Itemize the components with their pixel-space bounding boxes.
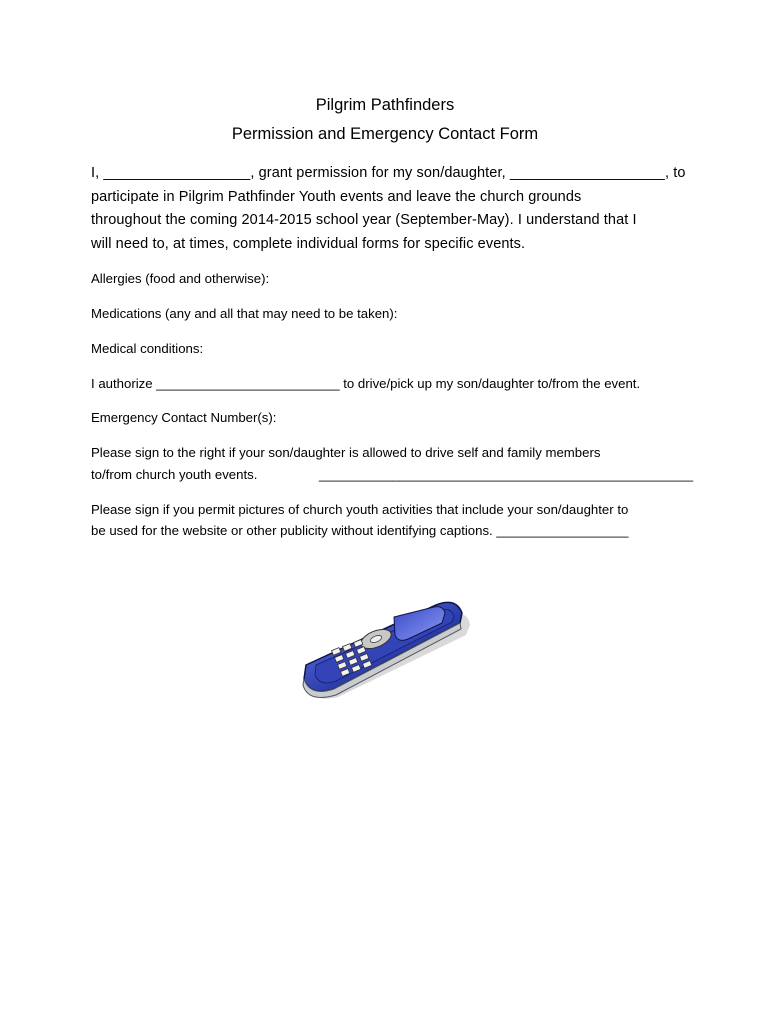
medications-label: Medications (any and all that may need to be taken): — [91, 306, 398, 321]
intro-line-4: will need to, at times, complete individual forms for specific events. — [91, 236, 526, 252]
drive-permission-line-1: Please sign to the right if your son/daughter is allowed to drive self and family members — [91, 445, 601, 460]
intro-line-3: throughout the coming 2014-2015 school year (September-May). I understand that I — [91, 212, 637, 228]
intro-line-1: I, __________________, grant permission for my son/daughter, ___________________, to — [91, 165, 686, 181]
emergency-contact-label: Emergency Contact Number(s): — [91, 410, 277, 425]
medical-conditions-label: Medical conditions: — [91, 341, 204, 356]
mobile-phone-icon — [298, 595, 474, 699]
form-subtitle: Permission and Emergency Contact Form — [231, 125, 539, 143]
form-title: Pilgrim Pathfinders — [315, 96, 455, 114]
drive-permission-line-2: to/from church youth events. — [91, 467, 258, 482]
drive-signature-blank: ___________________________________________________ — [319, 467, 694, 482]
photo-permission-line-1: Please sign if you permit pictures of church youth activities that include your son/daughter to — [91, 502, 629, 517]
intro-line-2: participate in Pilgrim Pathfinder Youth events and leave the church grounds — [91, 189, 582, 205]
authorize-line: I authorize _________________________ to drive/pick up my son/daughter to/from the event. — [91, 376, 641, 391]
allergies-label: Allergies (food and otherwise): — [91, 271, 270, 286]
photo-permission-line-2: be used for the website or other publicity without identifying captions. __________________ — [91, 523, 629, 538]
